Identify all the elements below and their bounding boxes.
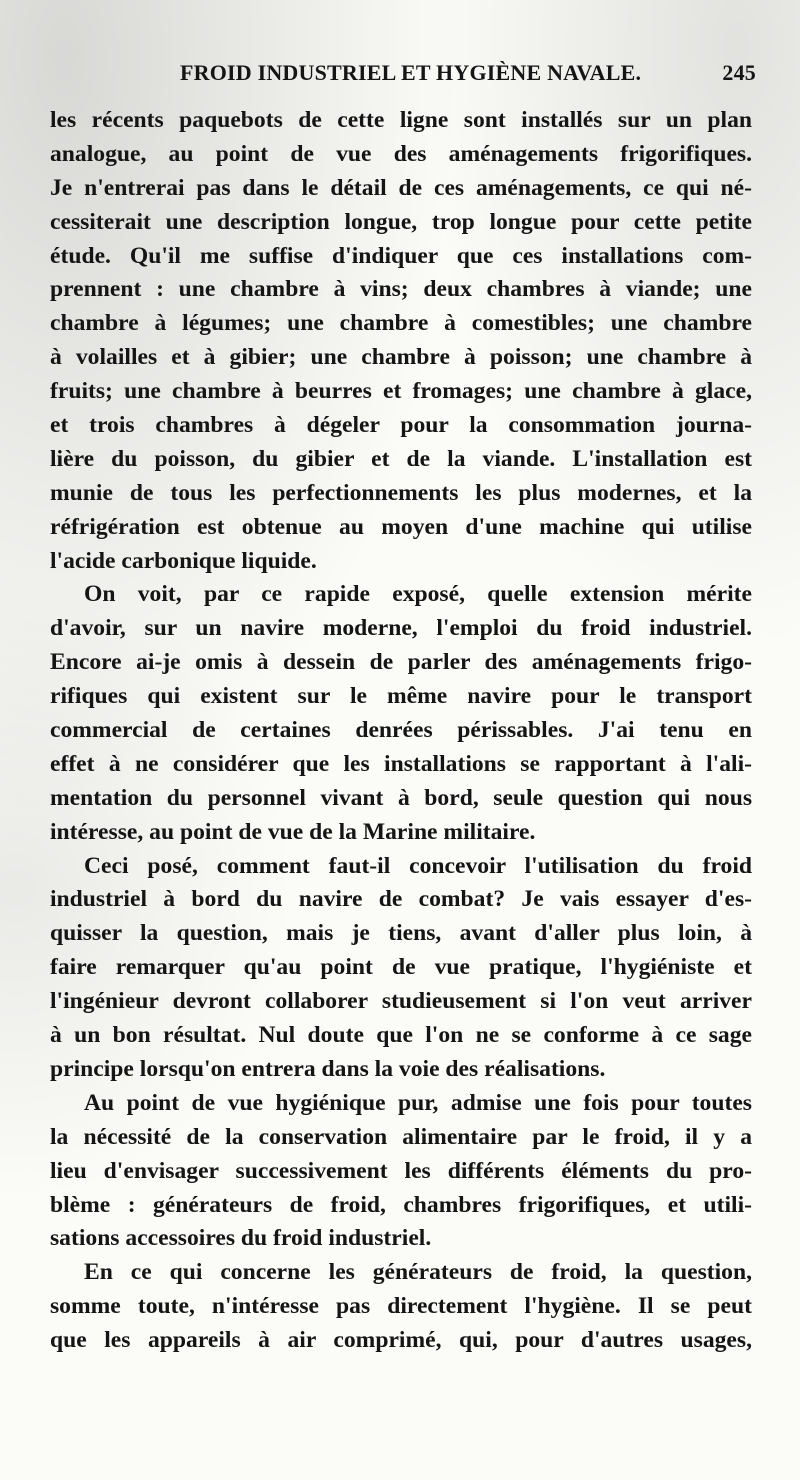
text-line: On voit, par ce rapide exposé, quelle extension mérite <box>84 581 752 608</box>
text-line: blème : générateurs de froid, chambres frigorifiques, et utili- <box>50 1191 752 1218</box>
text-line: En ce qui concerne les générateurs de froid, la question, <box>84 1259 752 1286</box>
text-line: étude. Qu'il me suffise d'indiquer que ces installations com- <box>50 242 752 269</box>
text-line: Je n'entrerai pas dans le détail de ces aménagements, ce qui né- <box>50 174 752 201</box>
text-line: que les appareils à air comprimé, qui, pour d'autres usages, <box>50 1327 752 1354</box>
text-line: fruits; une chambre à beurres et fromages; une chambre à glace, <box>50 378 752 405</box>
text-line: les récents paquebots de cette ligne sont installés sur un plan <box>50 107 752 133</box>
text-line: Ceci posé, comment faut-il concevoir l'utilisation du froid <box>84 852 752 879</box>
text-line: faire remarquer qu'au point de vue pratique, l'hygiéniste et <box>50 954 752 981</box>
text-line: et trois chambres à dégeler pour la consommation journa- <box>50 412 752 439</box>
text-line: prennent : une chambre à vins; deux chambres à viande; une <box>50 276 752 303</box>
text-line: cessiterait une description longue, trop longue pour cette petite <box>50 208 752 235</box>
running-head <box>180 60 756 90</box>
text-line: à volailles et à gibier; une chambre à poisson; une chambre à <box>50 344 752 371</box>
text-line: lière du poisson, du gibier et de la viande. L'installation est <box>50 445 752 472</box>
text-line: l'ingénieur devront collaborer studieusement si l'on veut arriver <box>50 988 752 1015</box>
text-line: sations accessoires du froid industriel. <box>50 1225 432 1252</box>
running-title: FROID INDUSTRIEL ET HYGIÈNE NAVALE. <box>180 60 642 85</box>
text-line: à un bon résultat. Nul doute que l'on ne se conforme à ce sage <box>50 1022 752 1049</box>
text-line: somme toute, n'intéresse pas directement l'hygiène. Il se peut <box>50 1293 752 1320</box>
text-line: effet à ne considérer que les installations se rapportant à l'ali- <box>50 750 752 777</box>
text-line: rifiques qui existent sur le même navire pour le transport <box>50 683 752 710</box>
text-line: l'acide carbonique liquide. <box>50 547 317 574</box>
text-line: analogue, au point de vue des aménagements frigorifiques. <box>50 140 752 167</box>
text-line: d'avoir, sur un navire moderne, l'emploi du froid industriel. <box>50 615 752 642</box>
page-number: 245 <box>722 60 756 85</box>
text-line: réfrigération est obtenue au moyen d'une machine qui utilise <box>50 513 752 540</box>
text-line: mentation du personnel vivant à bord, seule question qui nous <box>50 784 752 811</box>
text-line: quisser la question, mais je tiens, avant d'aller plus loin, à <box>50 920 752 947</box>
text-line: la nécessité de la conservation alimentaire par le froid, il y a <box>50 1123 752 1150</box>
text-line: principe lorsqu'on entrera dans la voie des réalisations. <box>50 1055 606 1082</box>
body-text <box>50 104 752 1358</box>
text-line: lieu d'envisager successivement les différents éléments du pro- <box>50 1157 752 1184</box>
text-line: Au point de vue hygiénique pur, admise une fois pour toutes <box>84 1089 752 1116</box>
text-line: industriel à bord du navire de combat? Je vais essayer d'es- <box>50 886 752 913</box>
text-line: Encore ai-je omis à dessein de parler des aménagements frigo- <box>50 649 752 676</box>
text-line: chambre à légumes; une chambre à comestibles; une chambre <box>50 310 752 337</box>
text-line: intéresse, au point de vue de la Marine militaire. <box>50 818 536 845</box>
text-line: commercial de certaines denrées périssables. J'ai tenu en <box>50 717 752 744</box>
text-line: munie de tous les perfectionnements les plus modernes, et la <box>50 479 752 506</box>
